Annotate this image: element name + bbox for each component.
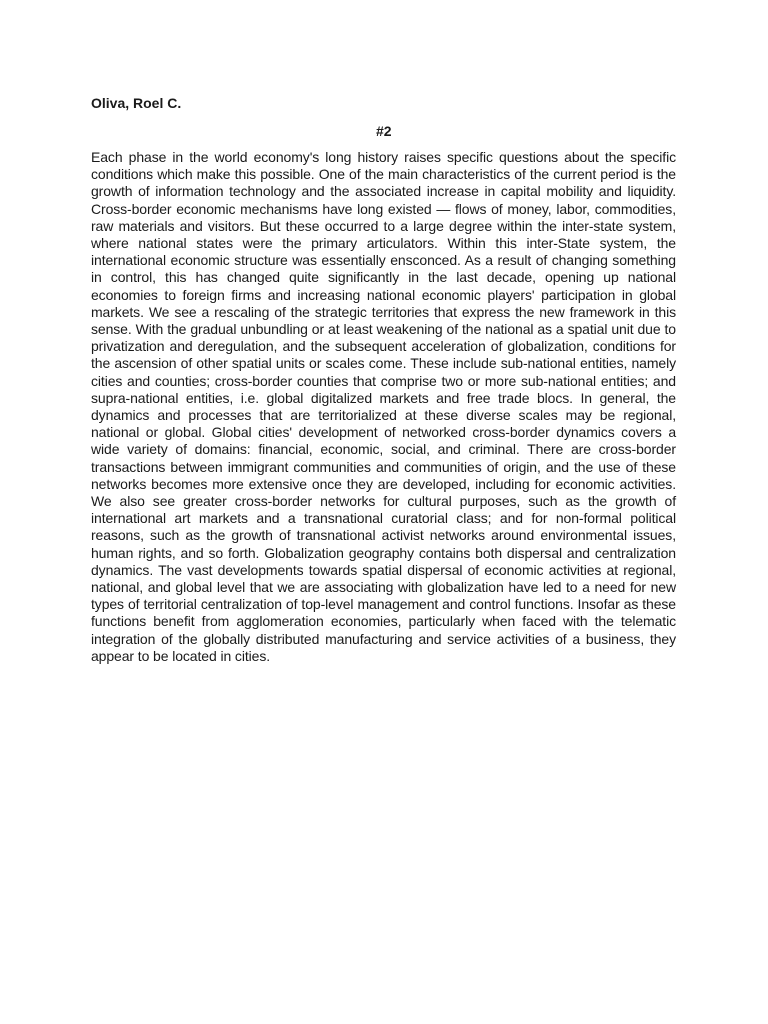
document-heading: #2 <box>376 123 392 139</box>
document-page <box>91 94 676 665</box>
body-paragraph: Each phase in the world economy's long history raises specific questions about the specific conditions which make this possible. One of the main characteristics of the current period is the growth of information technology and the associated increase in capital mobility and liquidity. Cross-border economic mechanisms have long existed — flows of money, labor, commodities, raw materials and visitors. But these occurred to a large degree within the inter-state system, where national states were the primary articulators. Within this inter-State system, the international economic structure was essentially ensconced. As a result of changing something in control, this has changed quite significantly in the last decade, opening up national economies to foreign firms and increasing national economic players' participation in global markets. We see a rescaling of the strategic territories that express the new framework in this sense. With the gradual unbundling or at least weakening of the national as a spatial unit due to privatization and deregulation, and the subsequent acceleration of globalization, conditions for the ascension of other spatial units or scales come. These include sub-national entities, namely cities and counties; cross-border counties that comprise two or more sub-national entities; and supra-national entities, i.e. global digitalized markets and free trade blocs. In general, the dynamics and processes that are territorialized at these diverse scales may be regional, national or global. Global cities' development of networked cross-border dynamics covers a wide variety of domains: financial, economic, social, and criminal. There are cross-border transactions between immigrant communities and communities of origin, and the use of these networks becomes more extensive once they are developed, including for economic activities. We also see greater cross-border networks for cultural purposes, such as the growth of international art markets and a transnational curatorial class; and for non-formal political reasons, such as the growth of transnational activist networks around environmental issues, human rights, and so forth. Globalization geography contains both dispersal and centralization dynamics. The vast developments towards spatial dispersal of economic activities at regional, national, and global level that we are associating with globalization have led to a need for new types of territorial centralization of top-level management and control functions. Insofar as these functions benefit from agglomeration economies, particularly when faced with the telematic integration of the globally distributed manufacturing and service activities of a business, they appear to be located in cities. <box>91 149 676 664</box>
author-name: Oliva, Roel C. <box>91 95 182 111</box>
